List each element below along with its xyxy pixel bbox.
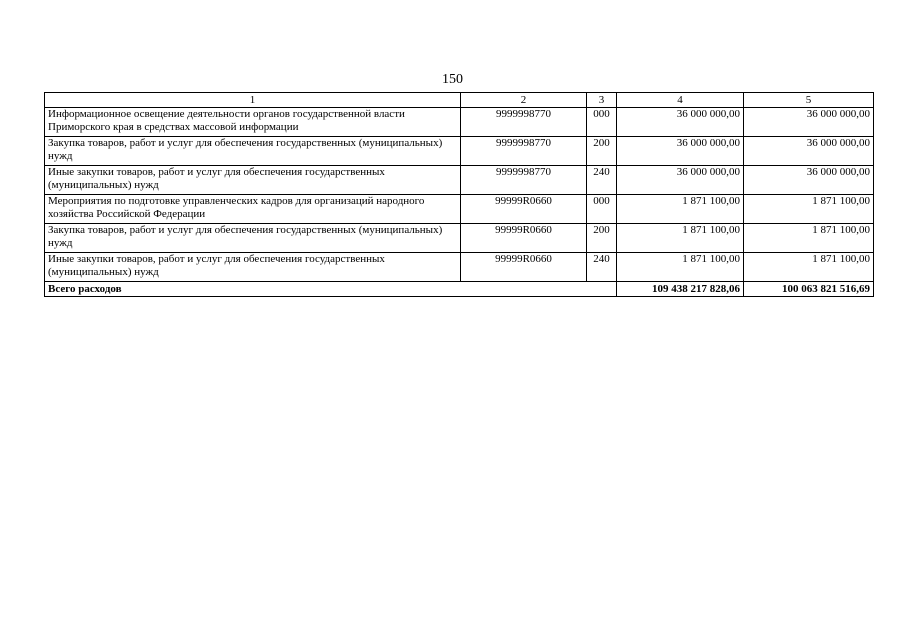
row-name: Закупка товаров, работ и услуг для обеспечения государственных (муниципальных) нужд bbox=[45, 224, 461, 253]
row-sum2: 1 871 100,00 bbox=[744, 195, 874, 224]
row-code: 99999R0660 bbox=[461, 253, 587, 282]
row-vr: 000 bbox=[587, 195, 617, 224]
table-row bbox=[45, 253, 874, 282]
column-header-vr: 3 bbox=[587, 93, 617, 108]
row-sum1: 36 000 000,00 bbox=[617, 108, 744, 137]
column-header-sum1: 4 bbox=[617, 93, 744, 108]
row-code: 9999998770 bbox=[461, 108, 587, 137]
row-sum2: 36 000 000,00 bbox=[744, 108, 874, 137]
column-header-code: 2 bbox=[461, 93, 587, 108]
row-vr: 000 bbox=[587, 108, 617, 137]
row-sum1: 1 871 100,00 bbox=[617, 195, 744, 224]
row-code: 99999R0660 bbox=[461, 224, 587, 253]
total-label: Всего расходов bbox=[45, 282, 617, 297]
row-name: Закупка товаров, работ и услуг для обеспечения государственных (муниципальных) нужд bbox=[45, 137, 461, 166]
row-code: 99999R0660 bbox=[461, 195, 587, 224]
total-row bbox=[45, 282, 874, 297]
table-row bbox=[45, 137, 874, 166]
row-name: Иные закупки товаров, работ и услуг для обеспечения государственных (муниципальных) нужд bbox=[45, 166, 461, 195]
row-sum1: 36 000 000,00 bbox=[617, 166, 744, 195]
table-row bbox=[45, 195, 874, 224]
table-header-row bbox=[45, 93, 874, 108]
table-row bbox=[45, 224, 874, 253]
row-sum1: 1 871 100,00 bbox=[617, 253, 744, 282]
row-sum1: 36 000 000,00 bbox=[617, 137, 744, 166]
total-sum2: 100 063 821 516,69 bbox=[744, 282, 874, 297]
row-vr: 200 bbox=[587, 137, 617, 166]
table-row bbox=[45, 166, 874, 195]
row-sum2: 36 000 000,00 bbox=[744, 166, 874, 195]
page-number: 150 bbox=[442, 72, 463, 87]
row-vr: 240 bbox=[587, 166, 617, 195]
row-name: Иные закупки товаров, работ и услуг для обеспечения государственных (муниципальных) нужд bbox=[45, 253, 461, 282]
budget-table bbox=[44, 92, 874, 297]
table-row bbox=[45, 108, 874, 137]
row-name: Мероприятия по подготовке управленческих кадров для организаций народного хозяйства Российской Федерации bbox=[45, 195, 461, 224]
row-vr: 200 bbox=[587, 224, 617, 253]
row-code: 9999998770 bbox=[461, 166, 587, 195]
row-sum2: 1 871 100,00 bbox=[744, 253, 874, 282]
row-vr: 240 bbox=[587, 253, 617, 282]
row-code: 9999998770 bbox=[461, 137, 587, 166]
total-sum1: 109 438 217 828,06 bbox=[617, 282, 744, 297]
row-sum1: 1 871 100,00 bbox=[617, 224, 744, 253]
row-sum2: 1 871 100,00 bbox=[744, 224, 874, 253]
column-header-name: 1 bbox=[45, 93, 461, 108]
row-sum2: 36 000 000,00 bbox=[744, 137, 874, 166]
row-name: Информационное освещение деятельности органов государственной власти Приморского края в средствах массовой информации bbox=[45, 108, 461, 137]
column-header-sum2: 5 bbox=[744, 93, 874, 108]
